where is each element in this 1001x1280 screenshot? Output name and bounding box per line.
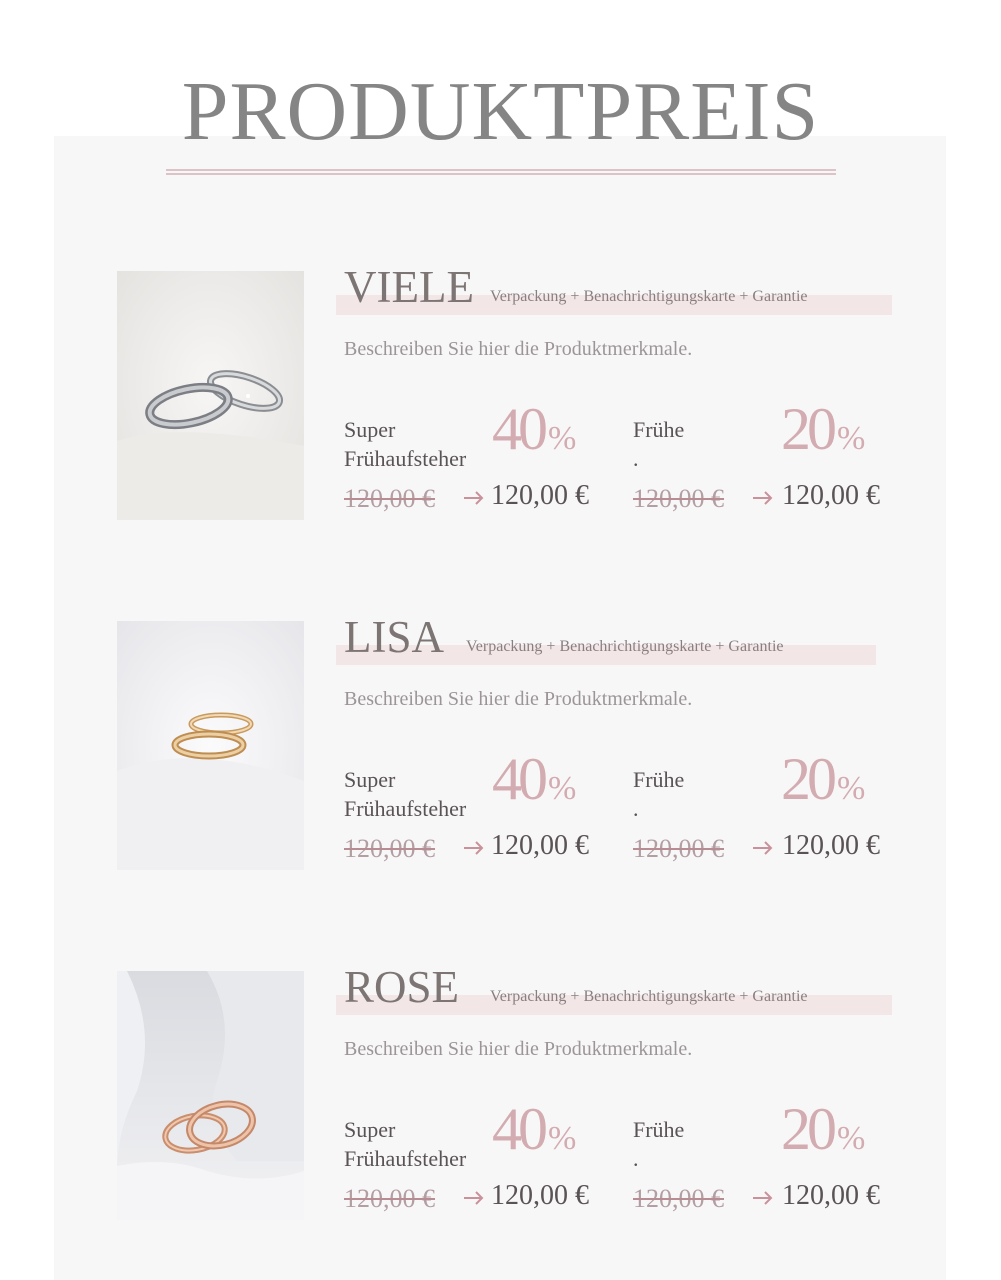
product-rose xyxy=(0,962,1001,1231)
percent-symbol: % xyxy=(837,770,866,807)
discount-percent xyxy=(492,747,576,821)
product-description: Beschreiben Sie hier die Produktmerkmale. xyxy=(344,338,693,360)
discount-value: 40 xyxy=(492,396,544,462)
discount-value: 40 xyxy=(492,746,544,812)
new-price: 120,00 € xyxy=(491,480,589,511)
new-price: 120,00 € xyxy=(782,1180,880,1211)
offer-label xyxy=(633,1115,684,1173)
page-title: PRODUKTPREIS xyxy=(181,65,820,158)
offer-label-line2: . xyxy=(633,1146,639,1171)
old-price: 120,00 € xyxy=(344,834,435,863)
discount-percent xyxy=(781,1097,865,1171)
offer-label xyxy=(633,415,684,473)
new-price: 120,00 € xyxy=(782,480,880,511)
old-price: 120,00 € xyxy=(633,1184,724,1213)
discount-value: 20 xyxy=(781,1096,833,1162)
arrow-right-icon xyxy=(464,1191,484,1205)
arrow-right-icon xyxy=(753,491,773,505)
discount-value: 20 xyxy=(781,396,833,462)
offer-label-line2: Frühaufsteher xyxy=(344,446,467,471)
offer-label-line1: Super xyxy=(344,1117,396,1142)
product-description: Beschreiben Sie hier die Produktmerkmale. xyxy=(344,688,693,710)
offer-label-line1: Frühe xyxy=(633,767,685,792)
product-name: ROSE xyxy=(344,962,460,1012)
discount-value: 20 xyxy=(781,746,833,812)
arrow-right-icon xyxy=(464,841,484,855)
offer-label-line1: Super xyxy=(344,417,396,442)
offer-label xyxy=(344,765,466,823)
old-price: 120,00 € xyxy=(633,484,724,513)
arrow-right-icon xyxy=(753,841,773,855)
percent-symbol: % xyxy=(837,420,866,457)
discount-percent xyxy=(492,397,576,471)
offer-label xyxy=(633,765,684,823)
percent-symbol: % xyxy=(548,1120,577,1157)
gold-rings-photo xyxy=(117,621,304,870)
rose-gold-rings-photo xyxy=(117,971,304,1220)
offer-label-line2: . xyxy=(633,446,639,471)
new-price: 120,00 € xyxy=(491,1180,589,1211)
arrow-right-icon xyxy=(464,491,484,505)
offer-label-line2: Frühaufsteher xyxy=(344,1146,467,1171)
product-name: VIELE xyxy=(344,262,474,312)
offer-label-line1: Frühe xyxy=(633,417,685,442)
offer-label-line1: Frühe xyxy=(633,1117,685,1142)
title-divider xyxy=(166,169,836,175)
new-price: 120,00 € xyxy=(782,830,880,861)
product-features: Verpackung + Benachrichtigungskarte + Garantie xyxy=(466,638,784,655)
silver-rings-photo xyxy=(117,271,304,520)
old-price: 120,00 € xyxy=(633,834,724,863)
discount-value: 40 xyxy=(492,1096,544,1162)
offer-label-line2: . xyxy=(633,796,639,821)
percent-symbol: % xyxy=(837,1120,866,1157)
offer-label-line2: Frühaufsteher xyxy=(344,796,467,821)
product-features: Verpackung + Benachrichtigungskarte + Garantie xyxy=(490,288,808,305)
offer-label-line1: Super xyxy=(344,767,396,792)
discount-percent xyxy=(492,1097,576,1171)
product-name: LISA xyxy=(344,612,444,662)
old-price: 120,00 € xyxy=(344,1184,435,1213)
product-viele xyxy=(0,262,1001,531)
offer-label xyxy=(344,1115,466,1173)
offer-label xyxy=(344,415,466,473)
arrow-right-icon xyxy=(753,1191,773,1205)
new-price: 120,00 € xyxy=(491,830,589,861)
discount-percent xyxy=(781,747,865,821)
product-lisa xyxy=(0,612,1001,881)
old-price: 120,00 € xyxy=(344,484,435,513)
discount-percent xyxy=(781,397,865,471)
product-features: Verpackung + Benachrichtigungskarte + Garantie xyxy=(490,988,808,1005)
product-description: Beschreiben Sie hier die Produktmerkmale. xyxy=(344,1038,693,1060)
percent-symbol: % xyxy=(548,770,577,807)
percent-symbol: % xyxy=(548,420,577,457)
